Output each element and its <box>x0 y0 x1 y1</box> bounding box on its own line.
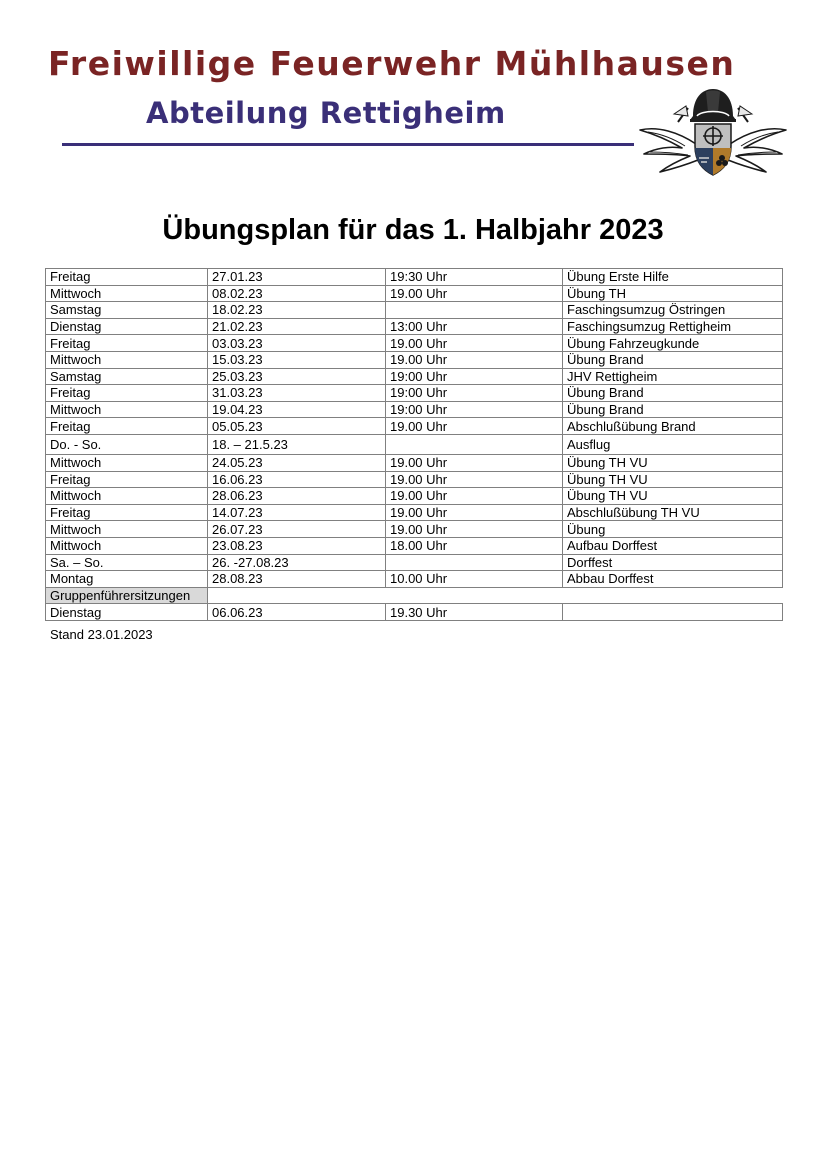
cell-event <box>563 604 783 621</box>
table-row <box>46 385 783 402</box>
cell-time: 19.00 Uhr <box>386 335 563 352</box>
cell-time: 19:30 Uhr <box>386 269 563 286</box>
cell-time <box>386 434 563 454</box>
cell-event: Übung Erste Hilfe <box>563 269 783 286</box>
cell-day: Freitag <box>46 269 208 286</box>
cell-day: Freitag <box>46 471 208 488</box>
training-schedule-table <box>45 268 783 621</box>
cell-event: Übung TH VU <box>563 488 783 505</box>
section-label: Gruppenführersitzungen <box>46 587 208 604</box>
cell-event: Übung TH VU <box>563 471 783 488</box>
cell-time: 19.30 Uhr <box>386 604 563 621</box>
cell-date: 27.01.23 <box>208 269 386 286</box>
cell-date: 23.08.23 <box>208 537 386 554</box>
cell-event: Übung Brand <box>563 385 783 402</box>
table-row <box>46 571 783 588</box>
cell-event: Übung Brand <box>563 401 783 418</box>
department-title: Abteilung Rettigheim <box>146 96 506 130</box>
table-row <box>46 454 783 471</box>
cell-time: 13:00 Uhr <box>386 318 563 335</box>
table-row <box>46 401 783 418</box>
cell-event: Aufbau Dorffest <box>563 537 783 554</box>
cell-date: 18.02.23 <box>208 302 386 319</box>
cell-date: 31.03.23 <box>208 385 386 402</box>
cell-event: Übung TH VU <box>563 454 783 471</box>
table-row <box>46 471 783 488</box>
cell-date: 28.06.23 <box>208 488 386 505</box>
cell-event: Abbau Dorffest <box>563 571 783 588</box>
cell-day: Mittwoch <box>46 537 208 554</box>
cell-time: 19:00 Uhr <box>386 368 563 385</box>
table-row <box>46 504 783 521</box>
header-divider <box>62 143 634 146</box>
cell-time: 19.00 Uhr <box>386 285 563 302</box>
fire-brigade-emblem-icon <box>638 86 788 178</box>
table-row <box>46 554 783 571</box>
cell-day: Sa. – So. <box>46 554 208 571</box>
cell-date: 05.05.23 <box>208 418 386 435</box>
stand-date: Stand 23.01.2023 <box>50 627 153 642</box>
cell-day: Mittwoch <box>46 454 208 471</box>
cell-day: Mittwoch <box>46 488 208 505</box>
table-row <box>46 537 783 554</box>
cell-day: Samstag <box>46 302 208 319</box>
cell-day: Dienstag <box>46 318 208 335</box>
cell-day: Samstag <box>46 368 208 385</box>
cell-day: Mittwoch <box>46 351 208 368</box>
cell-time <box>386 302 563 319</box>
cell-date: 15.03.23 <box>208 351 386 368</box>
cell-time: 19.00 Uhr <box>386 418 563 435</box>
cell-time: 10.00 Uhr <box>386 571 563 588</box>
cell-date: 28.08.23 <box>208 571 386 588</box>
cell-date: 26.07.23 <box>208 521 386 538</box>
organization-title: Freiwillige Feuerwehr Mühlhausen <box>48 44 736 83</box>
section-row <box>46 587 783 604</box>
cell-time: 19.00 Uhr <box>386 521 563 538</box>
cell-date: 14.07.23 <box>208 504 386 521</box>
table-row <box>46 269 783 286</box>
table-row <box>46 434 783 454</box>
cell-date: 25.03.23 <box>208 368 386 385</box>
cell-day: Montag <box>46 571 208 588</box>
cell-time: 18.00 Uhr <box>386 537 563 554</box>
cell-day: Freitag <box>46 385 208 402</box>
cell-event: Abschlußübung TH VU <box>563 504 783 521</box>
cell-event: Faschingsumzug Rettigheim <box>563 318 783 335</box>
cell-day: Freitag <box>46 335 208 352</box>
table-row <box>46 335 783 352</box>
cell-day: Dienstag <box>46 604 208 621</box>
leaders-meeting-row <box>46 604 783 621</box>
cell-day: Freitag <box>46 504 208 521</box>
cell-date: 24.05.23 <box>208 454 386 471</box>
table-row <box>46 285 783 302</box>
cell-day: Mittwoch <box>46 285 208 302</box>
cell-event: Übung TH <box>563 285 783 302</box>
cell-date: 06.06.23 <box>208 604 386 621</box>
table-row <box>46 488 783 505</box>
cell-time: 19.00 Uhr <box>386 471 563 488</box>
schedule-title: Übungsplan für das 1. Halbjahr 2023 <box>162 214 664 246</box>
cell-event: Abschlußübung Brand <box>563 418 783 435</box>
section-spacer <box>208 587 783 604</box>
cell-time: 19:00 Uhr <box>386 401 563 418</box>
cell-event: Dorffest <box>563 554 783 571</box>
cell-day: Mittwoch <box>46 401 208 418</box>
cell-event: Übung Fahrzeugkunde <box>563 335 783 352</box>
cell-date: 19.04.23 <box>208 401 386 418</box>
cell-time: 19.00 Uhr <box>386 351 563 368</box>
cell-time: 19.00 Uhr <box>386 504 563 521</box>
table-row <box>46 318 783 335</box>
cell-date: 03.03.23 <box>208 335 386 352</box>
cell-event: Übung <box>563 521 783 538</box>
cell-date: 16.06.23 <box>208 471 386 488</box>
table-row <box>46 351 783 368</box>
cell-date: 26. -27.08.23 <box>208 554 386 571</box>
cell-event: Faschingsumzug Östringen <box>563 302 783 319</box>
cell-time: 19.00 Uhr <box>386 488 563 505</box>
table-row <box>46 368 783 385</box>
cell-event: Übung Brand <box>563 351 783 368</box>
cell-day: Mittwoch <box>46 521 208 538</box>
table-row <box>46 418 783 435</box>
cell-date: 18. – 21.5.23 <box>208 434 386 454</box>
cell-time <box>386 554 563 571</box>
cell-event: JHV Rettigheim <box>563 368 783 385</box>
cell-day: Do. - So. <box>46 434 208 454</box>
cell-time: 19.00 Uhr <box>386 454 563 471</box>
cell-time: 19:00 Uhr <box>386 385 563 402</box>
cell-date: 08.02.23 <box>208 285 386 302</box>
table-row <box>46 302 783 319</box>
table-row <box>46 521 783 538</box>
cell-date: 21.02.23 <box>208 318 386 335</box>
cell-event: Ausflug <box>563 434 783 454</box>
cell-day: Freitag <box>46 418 208 435</box>
